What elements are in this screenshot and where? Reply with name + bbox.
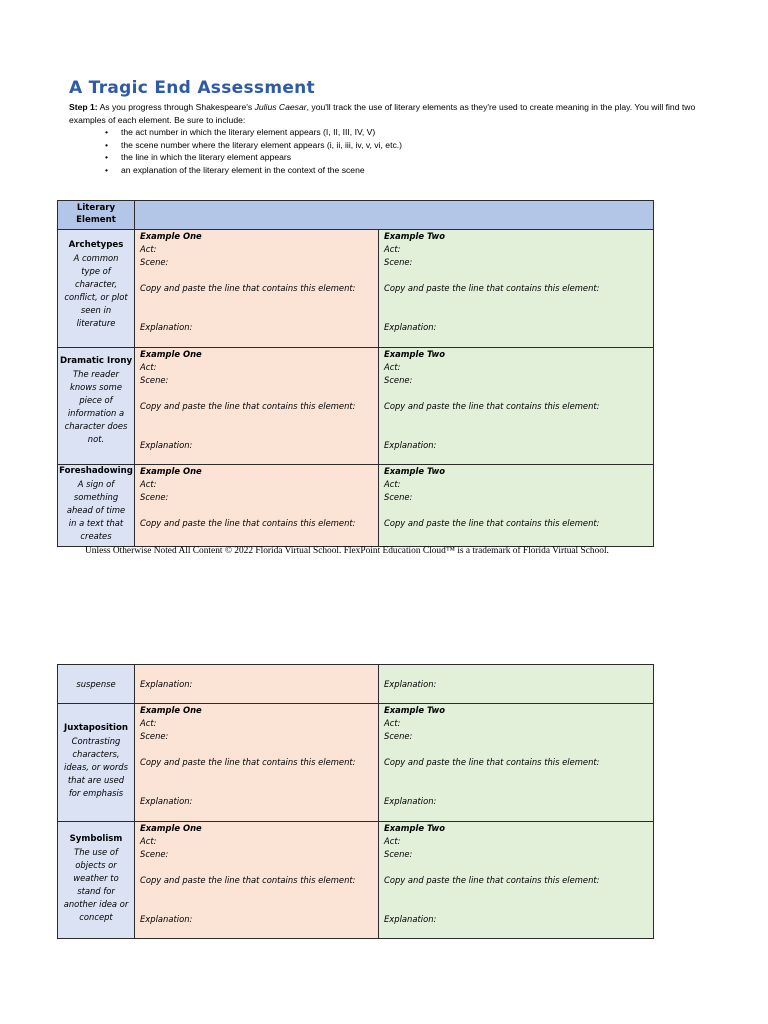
element-desc-line: A common [73, 253, 119, 263]
bullet-icon: • [105, 127, 109, 137]
table-row [58, 348, 654, 465]
element-desc-line: ahead of time [66, 505, 126, 515]
header-line: Element [76, 215, 116, 225]
element-name: Foreshadowing [59, 466, 133, 476]
line-label: Copy and paste the line that contains this element: [140, 401, 356, 411]
explanation-label: Explanation: [384, 678, 437, 689]
bullet-text: the scene number where the literary element appears (i, ii, iii, iv, v, vi, etc.) [121, 139, 402, 150]
element-desc-line: that are used [67, 775, 125, 785]
header-literary-element [58, 201, 135, 230]
element-desc-line: type of [81, 266, 111, 276]
element-desc-line: stand for [77, 886, 115, 896]
element-cell-archetypes [58, 230, 135, 348]
element-desc-line: knows some [70, 382, 122, 392]
instructions-part-a: As you progress through Shakespeare's [97, 102, 255, 112]
element-desc-line: character does [64, 421, 128, 431]
element-desc-line: The reader [73, 369, 119, 379]
element-desc-line: Contrasting [71, 736, 121, 746]
scene-label: Scene: [384, 849, 413, 859]
line-label: Copy and paste the line that contains this element: [140, 757, 356, 767]
example-one-cell[interactable] [135, 665, 379, 704]
bullet-icon: • [105, 139, 109, 150]
act-label: Act: [140, 362, 157, 372]
example-one-cell[interactable] [135, 822, 379, 939]
bullet-icon: • [105, 164, 109, 175]
element-desc-line: something [73, 492, 119, 502]
scene-label: Scene: [384, 492, 413, 502]
copyright-footer: Unless Otherwise Noted All Content © 2022 Florida Virtual School. FlexPoint Education Cloud™ is a trademark of Florida Virtual School. [85, 546, 609, 556]
example-two-cell[interactable] [379, 665, 654, 704]
explanation-label: Explanation: [384, 914, 437, 924]
element-desc-line: another idea or [63, 899, 129, 909]
act-label: Act: [384, 836, 401, 846]
example-one-heading: Example One [140, 231, 202, 241]
element-desc-line: ideas, or words [64, 762, 128, 772]
list-item [69, 151, 709, 164]
line-label: Copy and paste the line that contains this element: [140, 283, 356, 293]
explanation-label: Explanation: [140, 914, 193, 924]
list-item [69, 164, 709, 177]
table-row [58, 704, 654, 822]
element-desc-line: literature [76, 318, 116, 328]
act-label: Act: [384, 362, 401, 372]
element-desc-line: suspense [76, 678, 116, 689]
act-label: Act: [384, 718, 401, 728]
table-header-row [58, 201, 654, 230]
explanation-label: Explanation: [140, 440, 193, 450]
list-item [69, 139, 709, 152]
example-one-cell[interactable] [135, 230, 379, 348]
table-row [58, 665, 654, 704]
example-two-heading: Example Two [384, 823, 446, 833]
bullet-text: the line in which the literary element appears [121, 152, 292, 162]
example-two-heading: Example Two [384, 231, 446, 241]
example-two-heading: Example Two [384, 349, 446, 359]
example-two-cell[interactable] [379, 822, 654, 939]
example-one-cell[interactable] [135, 704, 379, 822]
element-desc-line: weather to [73, 873, 119, 883]
bullet-text: the act number in which the literary element appears (I, II, III, IV, V) [121, 127, 376, 137]
element-desc-line: piece of [79, 395, 113, 405]
table-row [58, 230, 654, 348]
instructions-part-b: , you'll track the use of literary elements as they're used to create meaning in the play. You will find two examples of each element. Be sure to include: [69, 102, 696, 125]
element-desc-line: information a [67, 408, 125, 418]
example-two-cell[interactable] [379, 230, 654, 348]
act-label: Act: [384, 479, 401, 489]
example-two-cell[interactable] [379, 465, 654, 547]
scene-label: Scene: [140, 731, 169, 741]
element-desc-line: seen in [80, 305, 112, 315]
scene-label: Scene: [384, 731, 413, 741]
header-line: Literary [76, 203, 116, 213]
bullet-text: an explanation of the literary element in the context of the scene [121, 164, 365, 175]
act-label: Act: [140, 718, 157, 728]
element-desc-line: objects or [75, 860, 117, 870]
element-cell-foreshadowing-continued [58, 665, 135, 704]
instructions [69, 101, 709, 176]
element-desc-line: not. [87, 434, 105, 444]
play-title: Julius Caesar [254, 102, 307, 112]
explanation-label: Explanation: [384, 322, 437, 332]
element-desc-line: The use of [74, 847, 118, 857]
header-blank [135, 201, 654, 230]
act-label: Act: [384, 244, 401, 254]
example-two-cell[interactable] [379, 704, 654, 822]
example-two-cell[interactable] [379, 348, 654, 465]
list-item [69, 126, 709, 139]
scene-label: Scene: [140, 375, 169, 385]
literary-elements-table-continued [57, 664, 654, 939]
example-one-cell[interactable] [135, 465, 379, 547]
element-name: Juxtaposition [64, 723, 128, 733]
example-one-heading: Example One [140, 466, 202, 476]
act-label: Act: [140, 479, 157, 489]
instructions-text [69, 101, 709, 126]
requirements-list [69, 126, 709, 176]
element-name: Archetypes [68, 240, 124, 250]
act-label: Act: [140, 244, 157, 254]
page-title: A Tragic End Assessment [69, 78, 315, 98]
act-label: Act: [140, 836, 157, 846]
element-desc-line: character, [75, 279, 117, 289]
scene-label: Scene: [384, 257, 413, 267]
example-one-heading: Example One [140, 705, 202, 715]
line-label: Copy and paste the line that contains this element: [384, 401, 600, 411]
element-desc-line: A sign of [77, 479, 115, 489]
element-desc-line: in a text that [68, 518, 124, 528]
element-cell-symbolism [58, 822, 135, 939]
line-label: Copy and paste the line that contains this element: [384, 757, 600, 767]
table-row [58, 822, 654, 939]
line-label: Copy and paste the line that contains this element: [140, 518, 356, 528]
example-two-heading: Example Two [384, 466, 446, 476]
element-cell-foreshadowing [58, 465, 135, 547]
element-cell-dramatic-irony [58, 348, 135, 465]
element-cell-juxtaposition [58, 704, 135, 822]
line-label: Copy and paste the line that contains this element: [384, 518, 600, 528]
example-one-heading: Example One [140, 349, 202, 359]
explanation-label: Explanation: [140, 322, 193, 332]
example-two-heading: Example Two [384, 705, 446, 715]
element-desc-line: conflict, or plot [64, 292, 128, 302]
line-label: Copy and paste the line that contains this element: [140, 875, 356, 885]
element-name: Dramatic Irony [59, 356, 133, 366]
element-desc-line: characters, [72, 749, 120, 759]
line-label: Copy and paste the line that contains this element: [384, 283, 600, 293]
element-desc-line: concept [79, 912, 113, 922]
scene-label: Scene: [140, 492, 169, 502]
scene-label: Scene: [140, 257, 169, 267]
example-one-heading: Example One [140, 823, 202, 833]
element-name: Symbolism [69, 834, 123, 844]
example-one-cell[interactable] [135, 348, 379, 465]
step-label: Step 1: [69, 102, 98, 112]
bullet-icon: • [105, 152, 109, 162]
element-desc-line: creates [80, 531, 112, 541]
explanation-label: Explanation: [140, 678, 193, 689]
scene-label: Scene: [140, 849, 169, 859]
table-row [58, 465, 654, 547]
literary-elements-table [57, 200, 654, 547]
element-desc-line: for emphasis [68, 788, 124, 798]
explanation-label: Explanation: [384, 796, 437, 806]
explanation-label: Explanation: [140, 796, 193, 806]
scene-label: Scene: [384, 375, 413, 385]
line-label: Copy and paste the line that contains this element: [384, 875, 600, 885]
explanation-label: Explanation: [384, 440, 437, 450]
